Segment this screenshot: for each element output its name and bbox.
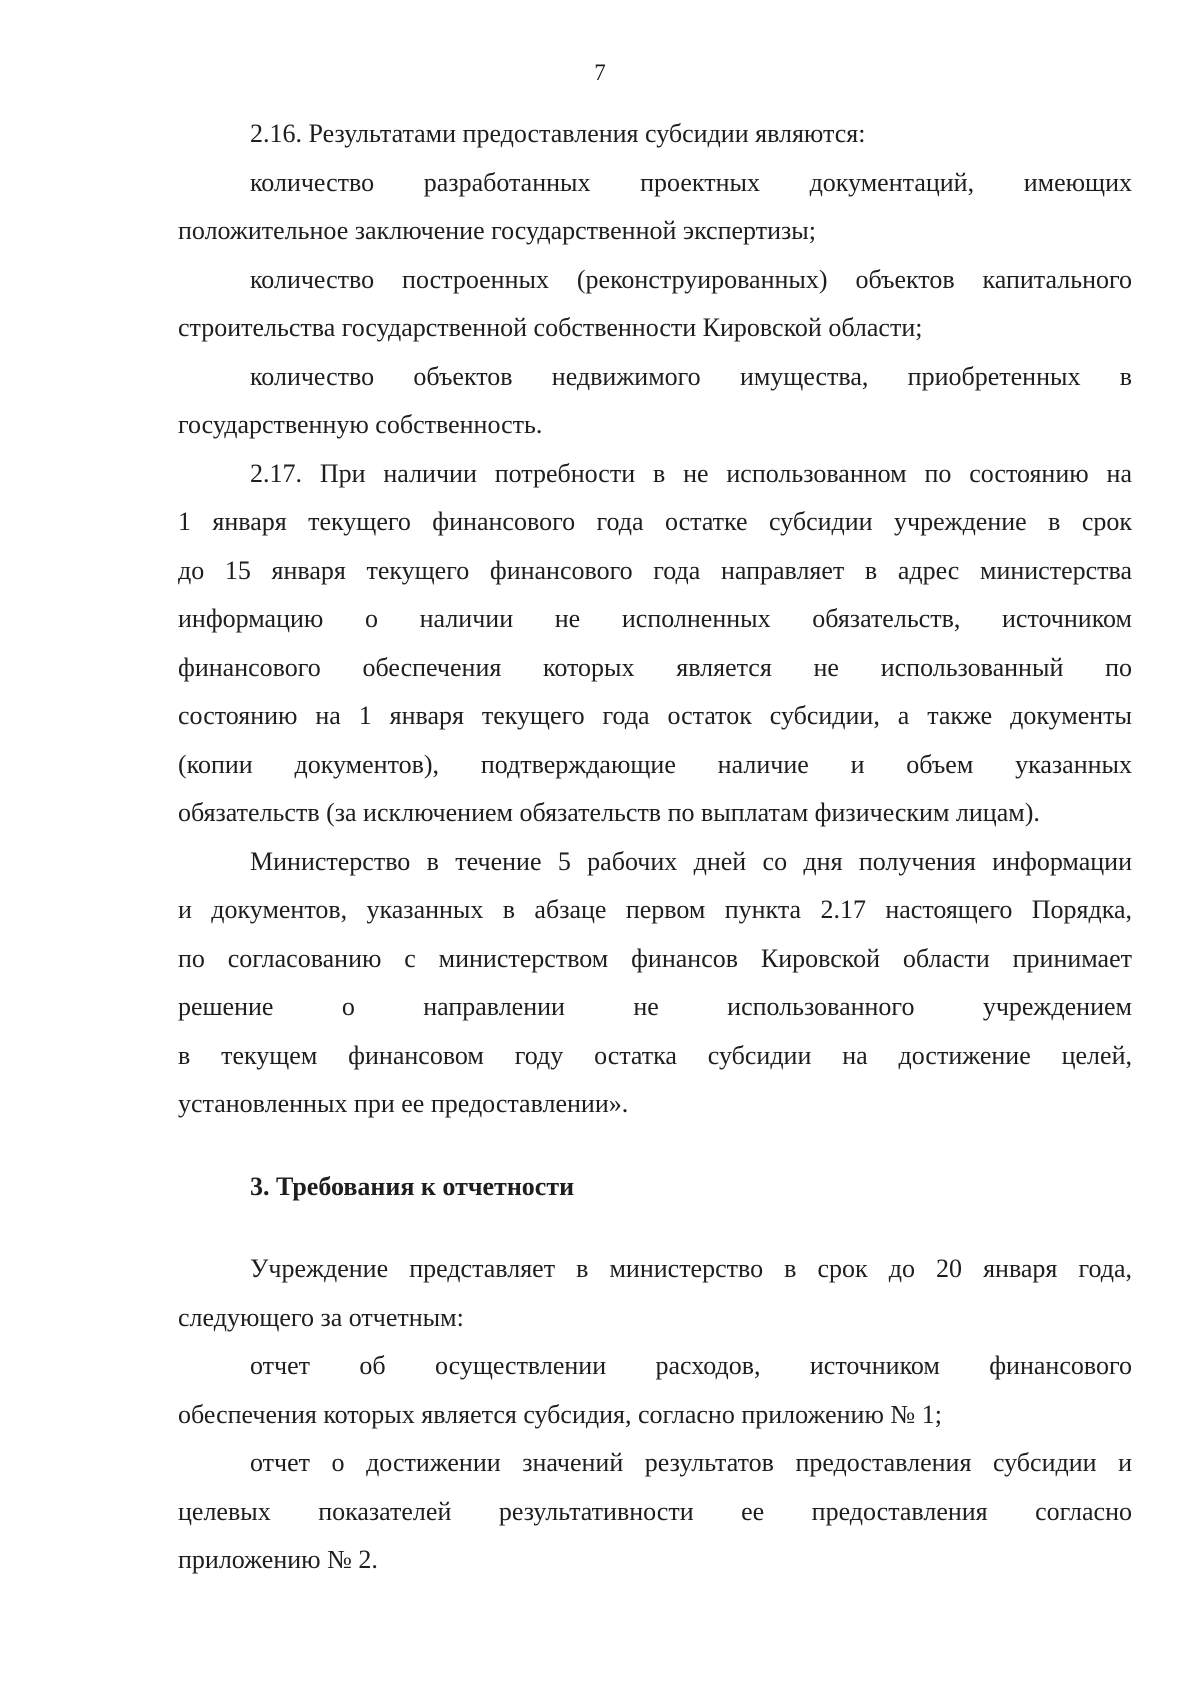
paragraph-2-16-line: государственную собственность. (178, 410, 543, 439)
paragraph-2-16-line: 2.16. Результатами предоставления субсидии являются: (250, 119, 866, 148)
report-item-2-line: приложению № 2. (178, 1545, 378, 1574)
paragraph-ministry-line: в текущем финансовом году остатка субсидии на достижение целей, (178, 1040, 1132, 1070)
paragraph-2-17 (178, 450, 1132, 838)
section-spacer (178, 1129, 1132, 1163)
paragraph-2-17-line: информацию о наличии не исполненных обязательств, источником (178, 604, 1132, 633)
report-item-1-line: отчет об осуществлении расходов, источником финансового (250, 1351, 1132, 1380)
paragraph-2-17-line: (копии документов), подтверждающие наличие и объем указанных (178, 749, 1132, 779)
paragraph-2-16-line: положительное заключение государственной экспертизы; (178, 216, 816, 245)
report-item-1-line: обеспечения которых является субсидия, согласно приложению № 1; (178, 1399, 942, 1429)
report-item-2-line: целевых показателей результативности ее предоставления согласно (178, 1496, 1132, 1526)
paragraph-2-17-line: финансового обеспечения которых является не использованный по (178, 652, 1132, 682)
paragraph-2-17-line: 1 января текущего финансового года остатке субсидии учреждение в срок (178, 507, 1132, 536)
paragraph-2-16 (178, 110, 1132, 450)
paragraph-2-16-line: количество объектов недвижимого имущества, приобретенных в (250, 361, 1132, 391)
paragraph-ministry (178, 838, 1132, 1129)
section-3-intro-line: Учреждение представляет в министерство в срок до 20 января года, (250, 1254, 1132, 1283)
paragraph-ministry-line: установленных при ее предоставлении». (178, 1089, 629, 1118)
paragraph-2-17-line: 2.17. При наличии потребности в не использованном по состоянию на (250, 458, 1132, 488)
page-number: 7 (594, 60, 606, 85)
paragraph-2-16-line: количество разработанных проектных документаций, имеющих (250, 167, 1132, 197)
paragraph-ministry-line: по согласованию с министерством финансов Кировской области принимает (178, 943, 1132, 973)
paragraph-2-17-line: до 15 января текущего финансового года направляет в адрес министерства (178, 555, 1132, 585)
section-3-heading: 3. Требования к отчетности (250, 1171, 575, 1201)
paragraph-2-17-line: состоянию на 1 января текущего года остаток субсидии, а также документы (178, 701, 1132, 730)
paragraph-ministry-line: решение о направлении не использованного учреждением (178, 992, 1132, 1021)
paragraph-2-16-line: строительства государственной собственности Кировской области; (178, 313, 923, 342)
paragraph-2-17-line: обязательств (за исключением обязательств по выплатам физическим лицам). (178, 798, 1040, 827)
section-3-body (178, 1245, 1132, 1585)
document-body (178, 110, 1132, 1585)
paragraph-ministry-line: Министерство в течение 5 рабочих дней со дня получения информации (250, 846, 1132, 876)
section-3-intro-line: следующего за отчетным: (178, 1302, 464, 1332)
section-spacer (178, 1211, 1132, 1245)
paragraph-ministry-line: и документов, указанных в абзаце первом пункта 2.17 настоящего Порядка, (178, 895, 1132, 924)
report-item-2-line: отчет о достижении значений результатов предоставления субсидии и (250, 1448, 1132, 1477)
paragraph-2-16-line: количество построенных (реконструированных) объектов капитального (250, 264, 1132, 294)
